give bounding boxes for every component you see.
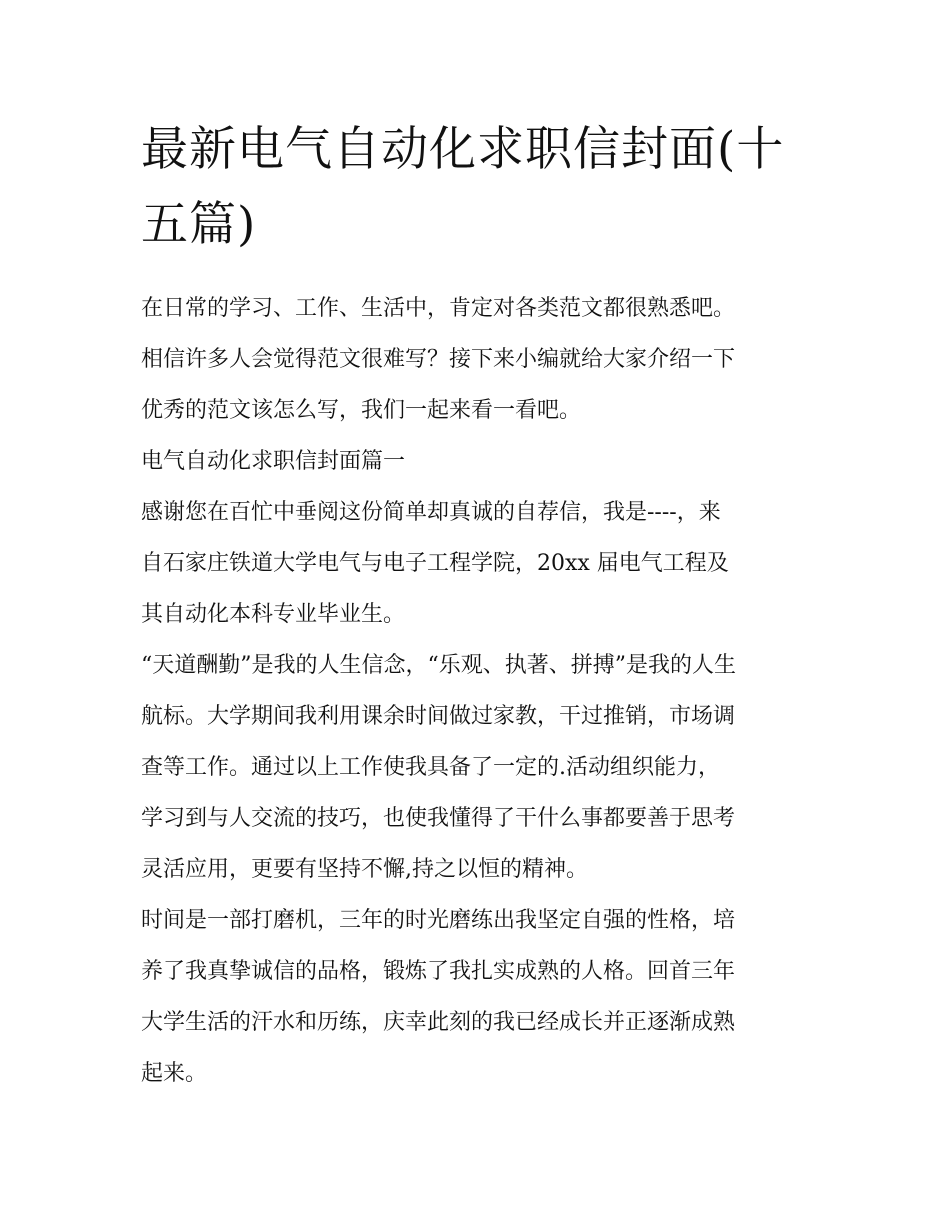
text-line: 查等工作。通过以上工作使我具备了一定的.活动组织能力， <box>141 755 720 780</box>
text-line: 大学生活的汗水和历练，庆幸此刻的我已经成长并正逐渐成熟 <box>141 1010 736 1035</box>
text-line: “天道酬勤”是我的人生信念，“乐观、执著、拼搏”是我的人生 <box>141 653 736 678</box>
text-line: 优秀的范文该怎么写，我们一起来看一看吧。 <box>141 398 582 423</box>
greeting-paragraph <box>141 487 813 640</box>
section-heading <box>141 436 813 487</box>
text-line: 相信许多人会觉得范文很难写？接下来小编就给大家介绍一下 <box>141 347 736 372</box>
title-line: 最新电气自动化求职信封面(十 <box>141 122 785 177</box>
text-line: 感谢您在百忙中垂阅这份简单却真诚的自荐信，我是----，来 <box>141 500 721 525</box>
intro-paragraph <box>141 283 813 436</box>
document-body <box>141 283 813 1099</box>
text-line: 起来。 <box>141 1061 208 1086</box>
document-title <box>141 112 813 262</box>
text-line: 航标。大学期间我利用课余时间做过家教，干过推销，市场调 <box>141 704 736 729</box>
text-line: 其自动化本科专业毕业生。 <box>141 602 406 627</box>
text-line: 自石家庄铁道大学电气与电子工程学院，20xx 届电气工程及 <box>141 551 729 576</box>
document-page <box>141 112 813 1099</box>
text-line: 养了我真挚诚信的品格，锻炼了我扎实成熟的人格。回首三年 <box>141 959 736 984</box>
text-line: 灵活应用，更要有坚持不懈,持之以恒的精神。 <box>141 857 588 882</box>
text-line: 在日常的学习、工作、生活中，肯定对各类范文都很熟悉吧。 <box>141 296 736 321</box>
title-line: 五篇) <box>141 197 257 252</box>
experience-paragraph <box>141 895 813 1099</box>
motto-paragraph <box>141 640 813 895</box>
text-line: 时间是一部打磨机，三年的时光磨练出我坚定自强的性格，培 <box>141 908 736 933</box>
text-line: 学习到与人交流的技巧，也使我懂得了干什么事都要善于思考 <box>141 806 736 831</box>
text-line: 电气自动化求职信封面篇一 <box>141 449 406 474</box>
